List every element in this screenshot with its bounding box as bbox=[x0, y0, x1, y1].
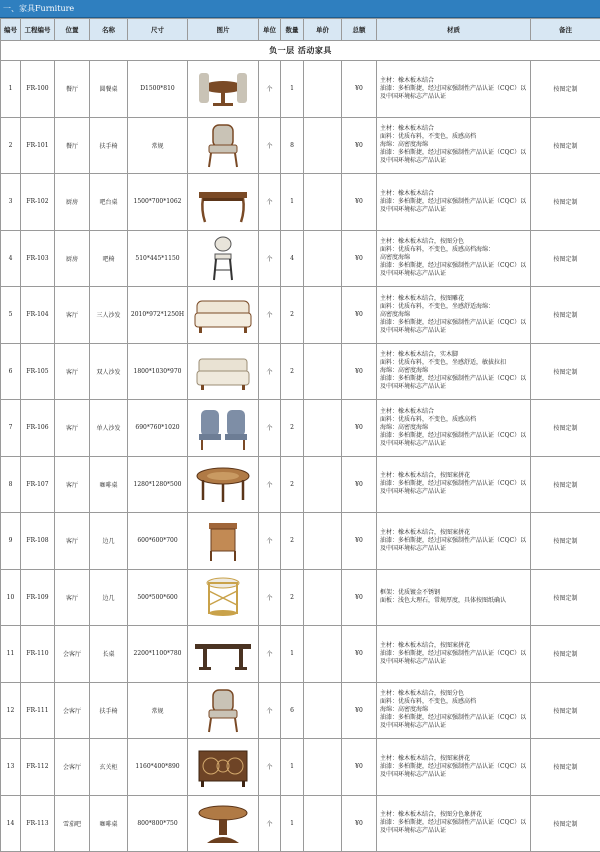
unit-cell: 个 bbox=[259, 61, 281, 118]
project-code: FR-112 bbox=[21, 739, 55, 796]
size-cell: 600*600*700 bbox=[128, 513, 188, 570]
location-cell: 客厅 bbox=[55, 513, 90, 570]
unit-price-cell bbox=[304, 117, 342, 174]
total-cell: ¥0 bbox=[342, 569, 377, 626]
table-row bbox=[1, 513, 600, 570]
table-row bbox=[1, 117, 600, 174]
size-cell: 常规 bbox=[128, 117, 188, 174]
size-cell: 常规 bbox=[128, 682, 188, 739]
quantity-cell: 2 bbox=[281, 343, 304, 400]
single-sofa-icon bbox=[193, 404, 253, 452]
product-image-cell bbox=[188, 626, 259, 683]
unit-price-cell bbox=[304, 739, 342, 796]
item-name: 长桌 bbox=[90, 626, 128, 683]
remark-cell: 按图定制 bbox=[531, 513, 600, 570]
item-name: 咖啡桌 bbox=[90, 456, 128, 513]
quantity-cell: 6 bbox=[281, 682, 304, 739]
location-cell: 会客厅 bbox=[55, 626, 90, 683]
table-row bbox=[1, 739, 600, 796]
product-image-cell bbox=[188, 739, 259, 796]
column-header: 备注 bbox=[531, 19, 600, 41]
item-name: 扶手椅 bbox=[90, 117, 128, 174]
material-cell: 主材：橡木板木结合 面料：优质布料，不变色，质感高档 海绵：高密度海绵 油漆：多柏斯捷，经过国家强制性产品认证（CQC）以及中国环境标志产品认证 bbox=[377, 400, 531, 457]
unit-price-cell bbox=[304, 682, 342, 739]
bar-chair-icon bbox=[193, 234, 253, 282]
remark-cell: 按图定制 bbox=[531, 117, 600, 174]
location-cell: 厨房 bbox=[55, 230, 90, 287]
product-image-cell bbox=[188, 456, 259, 513]
entry-cabinet-icon bbox=[193, 743, 253, 791]
location-cell: 会客厅 bbox=[55, 682, 90, 739]
column-header: 位置 bbox=[55, 19, 90, 41]
size-cell: 1160*400*890 bbox=[128, 739, 188, 796]
location-cell: 雪茄吧 bbox=[55, 795, 90, 852]
item-name: 吧椅 bbox=[90, 230, 128, 287]
remark-cell: 按图定制 bbox=[531, 626, 600, 683]
unit-price-cell bbox=[304, 513, 342, 570]
unit-cell: 个 bbox=[259, 174, 281, 231]
unit-cell: 个 bbox=[259, 287, 281, 344]
unit-price-cell bbox=[304, 174, 342, 231]
table-row bbox=[1, 61, 600, 118]
material-cell: 主材：橡木板木结合，按图分色 面料：优质布料，不变色，质感高档海绵： 高密度海绵 油漆：多柏斯捷，经过国家强制性产品认证（CQC）以及中国环境标志产品认证 bbox=[377, 230, 531, 287]
unit-price-cell bbox=[304, 230, 342, 287]
location-cell: 客厅 bbox=[55, 456, 90, 513]
project-code: FR-103 bbox=[21, 230, 55, 287]
project-code: FR-111 bbox=[21, 682, 55, 739]
side-table-icon bbox=[193, 517, 253, 565]
quantity-cell: 1 bbox=[281, 626, 304, 683]
column-header: 数量 bbox=[281, 19, 304, 41]
item-number: 6 bbox=[1, 343, 21, 400]
material-cell: 主材：橡木板木结合，实木脚 面料：优质布料，不变色，坐感舒适，敏拔拉扣 海绵：高密度海绵 油漆：多柏斯捷，经过国家强制性产品认证（CQC）以及中国环境标志产品认证 bbox=[377, 343, 531, 400]
unit-price-cell bbox=[304, 795, 342, 852]
item-number: 2 bbox=[1, 117, 21, 174]
project-code: FR-105 bbox=[21, 343, 55, 400]
size-cell: 1280*1280*500 bbox=[128, 456, 188, 513]
total-cell: ¥0 bbox=[342, 626, 377, 683]
material-cell: 主材：橡木板木结合，按图案拼花 油漆：多柏斯捷，经过国家强制性产品认证（CQC）以及中国环境标志产品认证 bbox=[377, 626, 531, 683]
two-seat-sofa-icon bbox=[193, 347, 253, 395]
total-cell: ¥0 bbox=[342, 739, 377, 796]
unit-cell: 个 bbox=[259, 343, 281, 400]
column-header: 尺寸 bbox=[128, 19, 188, 41]
unit-price-cell bbox=[304, 456, 342, 513]
item-name: 双人沙发 bbox=[90, 343, 128, 400]
product-image-cell bbox=[188, 230, 259, 287]
item-name: 扶手椅 bbox=[90, 682, 128, 739]
table-row bbox=[1, 682, 600, 739]
table-row bbox=[1, 456, 600, 513]
location-cell: 餐厅 bbox=[55, 117, 90, 174]
column-header: 单位 bbox=[259, 19, 281, 41]
project-code: FR-113 bbox=[21, 795, 55, 852]
product-image-cell bbox=[188, 569, 259, 626]
item-number: 11 bbox=[1, 626, 21, 683]
item-number: 3 bbox=[1, 174, 21, 231]
column-header: 材质 bbox=[377, 19, 531, 41]
quantity-cell: 1 bbox=[281, 795, 304, 852]
unit-price-cell bbox=[304, 343, 342, 400]
unit-cell: 个 bbox=[259, 739, 281, 796]
remark-cell: 按图定制 bbox=[531, 61, 600, 118]
material-cell: 主材：橡木板木结合，按图案拼花 油漆：多柏斯捷，经过国家强制性产品认证（CQC）以及中国环境标志产品认证 bbox=[377, 456, 531, 513]
column-header: 工程编号 bbox=[21, 19, 55, 41]
total-cell: ¥0 bbox=[342, 343, 377, 400]
product-image-cell bbox=[188, 287, 259, 344]
total-cell: ¥0 bbox=[342, 456, 377, 513]
table-row bbox=[1, 230, 600, 287]
location-cell: 客厅 bbox=[55, 343, 90, 400]
location-cell: 客厅 bbox=[55, 400, 90, 457]
item-name: 吧台桌 bbox=[90, 174, 128, 231]
location-cell: 客厅 bbox=[55, 287, 90, 344]
quantity-cell: 2 bbox=[281, 287, 304, 344]
quantity-cell: 4 bbox=[281, 230, 304, 287]
long-table-icon bbox=[193, 630, 253, 678]
item-name: 边几 bbox=[90, 513, 128, 570]
material-cell: 主材：橡木板木结合，按图案拼花 油漆：多柏斯捷，经过国家强制性产品认证（CQC）以及中国环境标志产品认证 bbox=[377, 513, 531, 570]
quantity-cell: 2 bbox=[281, 400, 304, 457]
table-row bbox=[1, 569, 600, 626]
bar-table-icon bbox=[193, 178, 253, 226]
quantity-cell: 1 bbox=[281, 739, 304, 796]
item-number: 8 bbox=[1, 456, 21, 513]
remark-cell: 按图定制 bbox=[531, 739, 600, 796]
total-cell: ¥0 bbox=[342, 61, 377, 118]
remark-cell: 按图定制 bbox=[531, 400, 600, 457]
table-row bbox=[1, 343, 600, 400]
location-cell: 会客厅 bbox=[55, 739, 90, 796]
pedestal-coffee-table-icon bbox=[193, 799, 253, 847]
size-cell: 2010*972*1250H bbox=[128, 287, 188, 344]
material-cell: 主材：橡木板木结合，按图分色象拼花 油漆：多柏斯捷，经过国家强制性产品认证（CQC）以及中国环境标志产品认证 bbox=[377, 795, 531, 852]
gold-side-table-icon bbox=[193, 573, 253, 621]
item-number: 1 bbox=[1, 61, 21, 118]
project-code: FR-107 bbox=[21, 456, 55, 513]
product-image-cell bbox=[188, 174, 259, 231]
product-image-cell bbox=[188, 117, 259, 174]
location-cell: 客厅 bbox=[55, 569, 90, 626]
remark-cell: 按图定制 bbox=[531, 343, 600, 400]
unit-price-cell bbox=[304, 287, 342, 344]
furniture-table bbox=[0, 18, 600, 852]
total-cell: ¥0 bbox=[342, 230, 377, 287]
material-cell: 主材：橡木板木结合 油漆：多柏斯捷，经过国家强制性产品认证（CQC）以及中国环境标志产品认证 bbox=[377, 61, 531, 118]
size-cell: 1800*1030*970 bbox=[128, 343, 188, 400]
column-header: 总额 bbox=[342, 19, 377, 41]
item-number: 12 bbox=[1, 682, 21, 739]
material-cell: 主材：橡木板木结合 面料：优质布料，不变色，质感高档 海绵：高密度海绵 油漆：多柏斯捷，经过国家强制性产品认证（CQC）以及中国环境标志产品认证 bbox=[377, 117, 531, 174]
unit-price-cell bbox=[304, 569, 342, 626]
coffee-table-icon bbox=[193, 460, 253, 508]
remark-cell: 按图定制 bbox=[531, 456, 600, 513]
unit-cell: 个 bbox=[259, 230, 281, 287]
material-cell: 主材：橡木板木结合，按图案拼花 油漆：多柏斯捷，经过国家强制性产品认证（CQC）以及中国环境标志产品认证 bbox=[377, 739, 531, 796]
remark-cell: 按图定制 bbox=[531, 795, 600, 852]
remark-cell: 按图定制 bbox=[531, 174, 600, 231]
size-cell: 1500*700*1062 bbox=[128, 174, 188, 231]
total-cell: ¥0 bbox=[342, 795, 377, 852]
quantity-cell: 1 bbox=[281, 61, 304, 118]
item-name: 三人沙发 bbox=[90, 287, 128, 344]
table-row bbox=[1, 287, 600, 344]
remark-cell: 按图定制 bbox=[531, 569, 600, 626]
size-cell: 510*445*1150 bbox=[128, 230, 188, 287]
table-row bbox=[1, 174, 600, 231]
total-cell: ¥0 bbox=[342, 682, 377, 739]
column-header: 名称 bbox=[90, 19, 128, 41]
item-name: 单人沙发 bbox=[90, 400, 128, 457]
unit-cell: 个 bbox=[259, 682, 281, 739]
size-cell: 500*500*600 bbox=[128, 569, 188, 626]
project-code: FR-104 bbox=[21, 287, 55, 344]
remark-cell: 按图定制 bbox=[531, 682, 600, 739]
header-row bbox=[1, 19, 600, 41]
project-code: FR-106 bbox=[21, 400, 55, 457]
quantity-cell: 2 bbox=[281, 513, 304, 570]
total-cell: ¥0 bbox=[342, 117, 377, 174]
location-cell: 厨房 bbox=[55, 174, 90, 231]
quantity-cell: 2 bbox=[281, 456, 304, 513]
size-cell: D1500*810 bbox=[128, 61, 188, 118]
item-name: 咖啡桌 bbox=[90, 795, 128, 852]
project-code: FR-108 bbox=[21, 513, 55, 570]
unit-cell: 个 bbox=[259, 626, 281, 683]
quantity-cell: 1 bbox=[281, 174, 304, 231]
total-cell: ¥0 bbox=[342, 287, 377, 344]
product-image-cell bbox=[188, 795, 259, 852]
location-cell: 餐厅 bbox=[55, 61, 90, 118]
item-name: 玄关柜 bbox=[90, 739, 128, 796]
unit-cell: 个 bbox=[259, 456, 281, 513]
section-title: 负一层 活动家具 bbox=[1, 41, 600, 61]
table-row bbox=[1, 626, 600, 683]
remark-cell: 按图定制 bbox=[531, 287, 600, 344]
material-cell: 主材：橡木板木结合 油漆：多柏斯捷，经过国家强制性产品认证（CQC）以及中国环境标志产品认证 bbox=[377, 174, 531, 231]
unit-cell: 个 bbox=[259, 569, 281, 626]
column-header: 单价 bbox=[304, 19, 342, 41]
total-cell: ¥0 bbox=[342, 174, 377, 231]
total-cell: ¥0 bbox=[342, 513, 377, 570]
material-cell: 主材：橡木板木结合，按图雕花 面料：优质布料，不变色，坐感舒适海绵： 高密度海绵 油漆：多柏斯捷，经过国家强制性产品认证（CQC）以及中国环境标志产品认证 bbox=[377, 287, 531, 344]
item-number: 7 bbox=[1, 400, 21, 457]
product-image-cell bbox=[188, 343, 259, 400]
quantity-cell: 2 bbox=[281, 569, 304, 626]
unit-cell: 个 bbox=[259, 400, 281, 457]
column-header: 图片 bbox=[188, 19, 259, 41]
unit-price-cell bbox=[304, 400, 342, 457]
size-cell: 800*800*750 bbox=[128, 795, 188, 852]
item-number: 10 bbox=[1, 569, 21, 626]
column-header: 编号 bbox=[1, 19, 21, 41]
project-code: FR-109 bbox=[21, 569, 55, 626]
item-name: 边几 bbox=[90, 569, 128, 626]
unit-cell: 个 bbox=[259, 117, 281, 174]
item-number: 9 bbox=[1, 513, 21, 570]
product-image-cell bbox=[188, 61, 259, 118]
product-image-cell bbox=[188, 682, 259, 739]
project-code: FR-102 bbox=[21, 174, 55, 231]
unit-price-cell bbox=[304, 61, 342, 118]
size-cell: 2200*1100*780 bbox=[128, 626, 188, 683]
item-number: 14 bbox=[1, 795, 21, 852]
product-image-cell bbox=[188, 400, 259, 457]
table-row bbox=[1, 400, 600, 457]
item-name: 圆餐桌 bbox=[90, 61, 128, 118]
unit-cell: 个 bbox=[259, 513, 281, 570]
item-number: 5 bbox=[1, 287, 21, 344]
item-number: 13 bbox=[1, 739, 21, 796]
unit-price-cell bbox=[304, 626, 342, 683]
project-code: FR-100 bbox=[21, 61, 55, 118]
project-code: FR-110 bbox=[21, 626, 55, 683]
armchair-icon bbox=[193, 121, 253, 169]
sheet-title: 一、家具Furniture bbox=[0, 0, 600, 18]
armchair-icon bbox=[193, 686, 253, 734]
quantity-cell: 8 bbox=[281, 117, 304, 174]
product-image-cell bbox=[188, 513, 259, 570]
total-cell: ¥0 bbox=[342, 400, 377, 457]
three-seat-sofa-icon bbox=[193, 291, 253, 339]
section-row bbox=[1, 41, 600, 61]
size-cell: 690*760*1020 bbox=[128, 400, 188, 457]
remark-cell: 按图定制 bbox=[531, 230, 600, 287]
material-cell: 主材：橡木板木结合，按图分色 面料：优质布料，不变色，质感高档 海绵：高密度海绵 油漆：多柏斯捷，经过国家强制性产品认证（CQC）以及中国环境标志产品认证 bbox=[377, 682, 531, 739]
item-number: 4 bbox=[1, 230, 21, 287]
project-code: FR-101 bbox=[21, 117, 55, 174]
table-row bbox=[1, 795, 600, 852]
round-dining-table-icon bbox=[193, 65, 253, 113]
material-cell: 框架：优质镀金不锈钢 面板：浅色大理石，常规厚度，具体按图纸确认 bbox=[377, 569, 531, 626]
unit-cell: 个 bbox=[259, 795, 281, 852]
